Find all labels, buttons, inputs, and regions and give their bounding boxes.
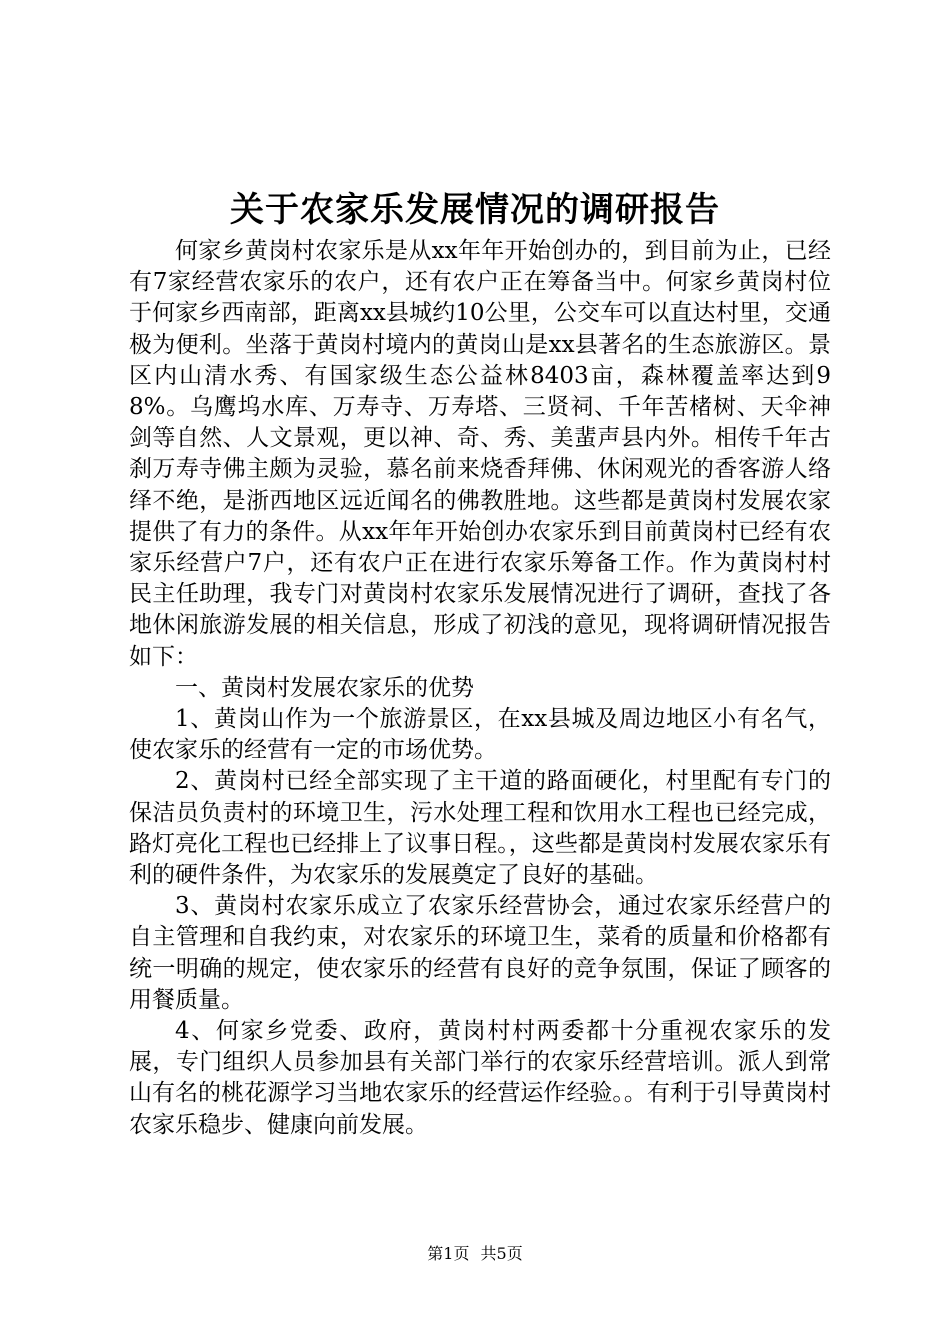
- page-footer: [0, 1243, 950, 1265]
- paragraph-point-4: 4、何家乡党委、政府，黄岗村村两委都十分重视农家乐的发展，专门组织人员参加县有关部门举行的农家乐经营培训。派人到常山有名的桃花源学习当地农家乐的经营运作经验。。有利于引导黄岗村农家乐稳步、健康向前发展。: [129, 1018, 831, 1138]
- document-title: 关于农家乐发展情况的调研报告: [230, 190, 720, 230]
- document-body: [129, 236, 831, 1141]
- paragraph-intro: 何家乡黄岗村农家乐是从xx年年开始创办的，到目前为止，已经有7家经营农家乐的农户，还有农户正在筹备当中。何家乡黄岗村位于何家乡西南部，距离xx县城约10公里，公交车可以直达村里，交通极为便利。坐落于黄岗村境内的黄岗山是xx县著名的生态旅游区。景区内山清水秀、有国家级生态公益林8403亩，森林覆盖率达到98%。乌鹰坞水库、万寿寺、万寿塔、三贤祠、千年苦楮树、天伞神剑等自然、人文景观，更以神、奇、秀、美蜚声县内外。相传千年古刹万寿寺佛主颇为灵验，慕名前来烧香拜佛、休闲观光的香客游人络绎不绝，是浙西地区远近闻名的佛教胜地。这些都是黄岗村发展农家提供了有力的条件。从xx年年开始创办农家乐到目前黄岗村已经有农家乐经营户7户，还有农户正在进行农家乐筹备工作。作为黄岗村村民主任助理，我专门对黄岗村农家乐发展情况进行了调研，查找了各地休闲旅游发展的相关信息，形成了初浅的意见，现将调研情况报告如下：: [129, 238, 831, 670]
- current-page-number: 第1页: [427, 1244, 470, 1263]
- section-heading-advantages: 一、黄岗村发展农家乐的优势: [175, 674, 474, 701]
- total-pages: 共5页: [480, 1244, 523, 1263]
- paragraph-point-2: 2、黄岗村已经全部实现了主干道的路面硬化，村里配有专门的保洁员负责村的环境卫生，污水处理工程和饮用水工程也已经完成，路灯亮化工程也已经排上了议事日程。，这些都是黄岗村发展农家乐有利的硬件条件，为农家乐的发展奠定了良好的基础。: [129, 768, 831, 889]
- paragraph-point-1: 1、黄岗山作为一个旅游景区，在xx县城及周边地区小有名气，使农家乐的经营有一定的市场优势。: [129, 706, 831, 764]
- paragraph-point-3: 3、黄岗村农家乐成立了农家乐经营协会，通过农家乐经营户的自主管理和自我约束，对农家乐的环境卫生，菜肴的质量和价格都有统一明确的规定，使农家乐的经营有良好的竞争氛围，保证了顾客的用餐质量。: [129, 893, 831, 1013]
